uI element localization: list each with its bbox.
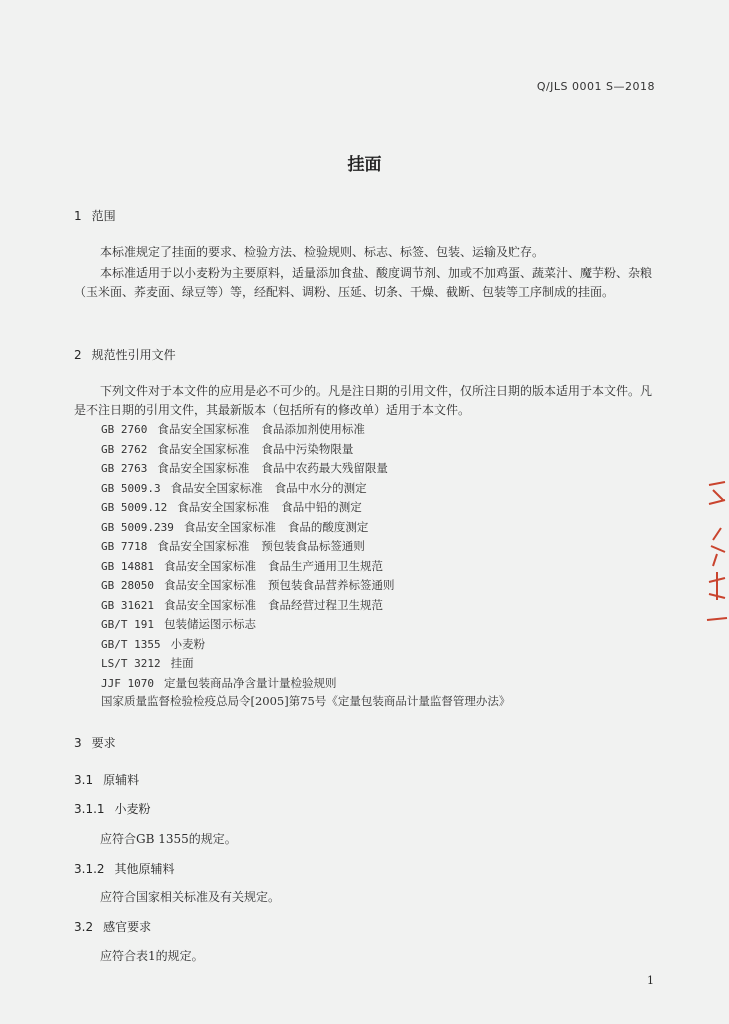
reference-subtitle: 食品经营过程卫生规范 (267, 597, 383, 612)
reference-item (101, 616, 256, 632)
reference-text: 食品安全国家标准 (163, 597, 256, 612)
section-title: 规范性引用文件 (91, 348, 176, 362)
reference-item (101, 538, 365, 554)
reference-text: 食品安全国家标准 (170, 480, 263, 495)
section-title: 其他原辅料 (114, 862, 175, 876)
reference-text: 定量包装商品净含量计量检验规则 (163, 675, 337, 690)
reference-text: 小麦粉 (170, 636, 206, 651)
document-code: Q/JLS 0001 S—2018 (536, 80, 655, 93)
reference-subtitle: 食品中水分的测定 (274, 480, 367, 495)
reference-code: GB 2762 (101, 442, 148, 456)
section-title: 原辅料 (103, 773, 140, 787)
reference-code: GB/T 1355 (101, 637, 161, 651)
reference-item (101, 558, 383, 574)
section-title: 小麦粉 (114, 802, 151, 816)
reference-code: GB 5009.12 (101, 501, 168, 514)
reference-text: 食品安全国家标准 (183, 519, 276, 534)
section-title: 要求 (91, 736, 116, 750)
section-3-1-heading (74, 771, 139, 788)
section-2-heading (74, 346, 176, 363)
reference-subtitle: 食品中农药最大残留限量 (261, 461, 388, 475)
reference-text: 食品安全国家标准 (163, 578, 256, 592)
reference-code: JJF 1070 (101, 676, 154, 690)
reference-subtitle: 食品中污染物限量 (261, 441, 354, 456)
reference-subtitle: 食品的酸度测定 (287, 519, 369, 534)
reference-item (101, 636, 205, 652)
section-3-1-2-heading (74, 860, 175, 877)
reference-code: LS/T 3212 (101, 657, 161, 670)
reference-subtitle: 食品添加剂使用标准 (261, 422, 365, 436)
reference-code: GB 28050 (101, 579, 154, 592)
page-number: 1 (647, 974, 654, 987)
reference-text: 食品安全国家标准 (163, 558, 256, 573)
reference-text: 食品安全国家标准 (157, 441, 250, 456)
reference-item (101, 421, 365, 437)
reference-item (101, 441, 353, 457)
section-number: 3 (74, 736, 82, 750)
section-1-paragraph-1: 本标准规定了挂面的要求、检验方法、检验规则、标志、标签、包装、运输及贮存。 (100, 245, 545, 259)
section-number: 3.1.2 (74, 862, 105, 876)
reference-item (101, 655, 194, 671)
reference-code: GB 2763 (101, 462, 148, 475)
section-number: 3.2 (74, 920, 94, 934)
reference-text: 食品安全国家标准 (157, 461, 250, 475)
reference-text: 包装储运图示标志 (163, 617, 256, 631)
reference-subtitle: 食品生产通用卫生规范 (267, 558, 383, 573)
reference-item (101, 675, 336, 691)
section-number: 1 (74, 209, 82, 223)
reference-item (101, 519, 368, 535)
reference-code: GB 14881 (101, 559, 154, 573)
reference-text: 食品安全国家标准 (177, 500, 270, 514)
reference-subtitle: 预包装食品营养标签通则 (267, 578, 395, 592)
section-number: 3.1 (74, 773, 94, 787)
section-3-1-2-paragraph: 应符合国家相关标准及有关规定。 (100, 890, 281, 904)
section-2-paragraph: 下列文件对于本文件的应用是必不可少的。凡是注日期的引用文件，仅所注日期的版本适用于本文件。凡是不注日期的引用文件，其最新版本（包括所有的修改单）适用于本文件。 (74, 384, 653, 417)
reference-code: GB 5009.239 (101, 520, 174, 534)
reference-item (101, 460, 388, 476)
seal-stamp-icon (699, 470, 729, 630)
reference-subtitle: 预包装食品标签通则 (261, 539, 365, 553)
reference-code: GB 31621 (101, 598, 154, 612)
reference-item (101, 597, 383, 613)
reference-item-decree: 国家质量监督检验检疫总局令[2005]第75号《定量包装商品计量监督管理办法》 (101, 694, 511, 708)
section-number: 2 (74, 348, 82, 362)
section-title: 范围 (91, 209, 116, 223)
section-title: 感官要求 (103, 920, 152, 934)
reference-code: GB/T 191 (101, 618, 154, 631)
reference-item (101, 499, 362, 515)
section-3-1-1-paragraph: 应符合GB 1355的规定。 (100, 832, 237, 846)
reference-code: GB 7718 (101, 540, 148, 553)
section-3-1-1-heading (74, 800, 151, 817)
reference-text: 挂面 (170, 656, 194, 670)
section-1-heading (74, 207, 116, 224)
reference-subtitle: 食品中铅的测定 (281, 500, 362, 514)
reference-item (101, 577, 394, 593)
section-3-2-paragraph: 应符合表1的规定。 (100, 949, 204, 963)
reference-item (101, 480, 367, 496)
reference-code: GB 5009.3 (101, 481, 161, 495)
section-3-2-heading (74, 918, 151, 935)
reference-text: 食品安全国家标准 (157, 422, 250, 436)
section-3-heading (74, 734, 116, 751)
section-1-paragraph-2: 本标准适用于以小麦粉为主要原料，适量添加食盐、酸度调节剂、加或不加鸡蛋、蔬菜汁、魔芋粉、杂粮（玉米面、荞麦面、绿豆等）等，经配料、调粉、压延、切条、干燥、截断、包装等工序制成的挂面。 (74, 266, 653, 299)
reference-code: GB 2760 (101, 423, 148, 436)
reference-text: 食品安全国家标准 (157, 539, 250, 553)
document-title: 挂面 (347, 155, 382, 175)
section-number: 3.1.1 (74, 802, 105, 816)
